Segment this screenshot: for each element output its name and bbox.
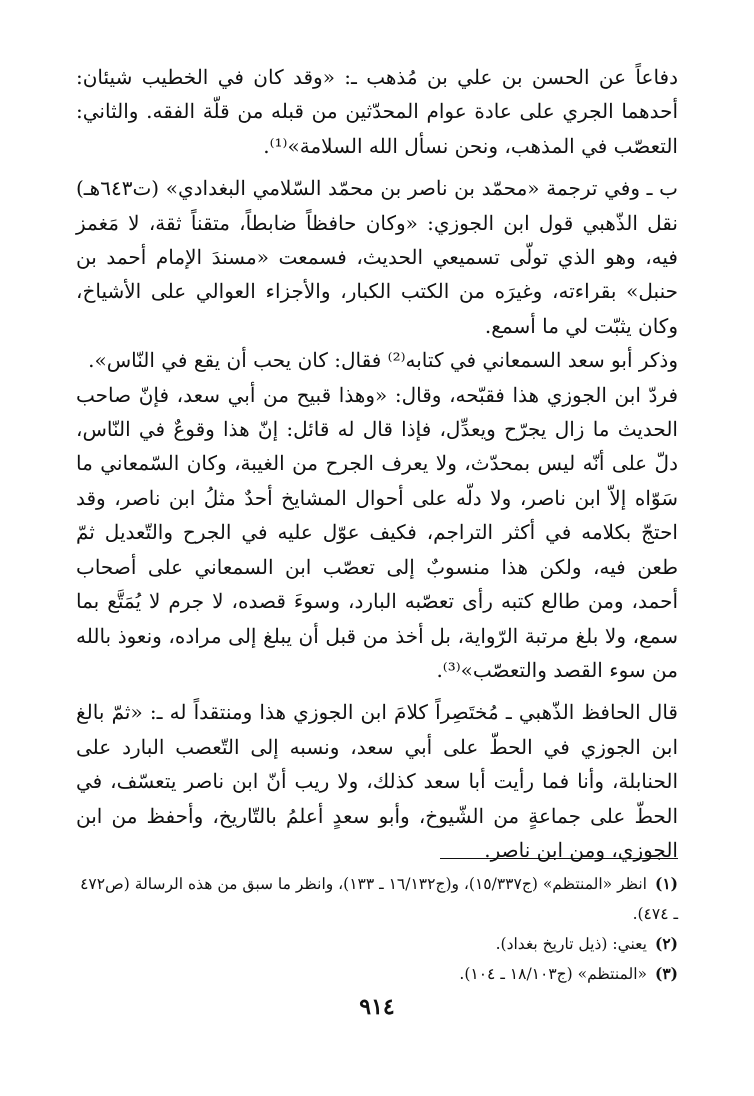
footnote-number: (١): [654, 874, 678, 893]
footnotes: [76, 858, 678, 989]
paragraph: قال الحافظ الذّهبي ـ مُختَصِراً كلامَ ابن الجوزي هذا ومنتقداً له ـ: «ثمّ بالغ ابن الجوزي في الحطّ على أبي سعد، ونسبه إلى التّعصب البارد على الحنابلة، وأنا فما رأيت أبا سعد كذلك، ولا ريب أنّ ابن ناصر يتعسّف، في الحطّ على جماعةٍ من الشّيوخ، وأبو سعدٍ أعلمُ بالتّاريخ، وأحفظ من ابن الجوزي، ومن ابن ناصر.: [76, 700, 678, 862]
footnote-text: يعني: (ذيل تاريخ بغداد).: [495, 935, 647, 953]
footnote-number: (٢): [654, 934, 678, 953]
footnote: [76, 869, 678, 929]
footnote-number: (٣): [654, 964, 678, 983]
paragraph: فردّ ابن الجوزي هذا فقبّحه، وقال: «وهذا قبيح من أبي سعد، فإنّ صاحب الحديث ما زال يجرّح ويعدِّل، فإذا قال له قائل: إنّ هذا وقوعٌ في النّاس، دلّ على أنّه ليس بمحدّث، ولا يعرف الجرح من الغيبة، وكان السّمعاني ما سَوّاه إلاّ ابن ناصر، ولا دلّه على أحوال المشايخ أحدٌ مثلُ ابن ناصر، وقد احتجّ بكلامه في أكثر التراجم، فكيف عوّل عليه في الجرح والتّعديل ثمّ طعن فيه، ولكن هذا منسوبٌ إلى تعصّب ابن السمعاني على أصحاب أحمد، ومن طالع كتبه رأى تعصّبه البارد، وسوءَ قصده، لا جرم لا يُمَتَّع بما سمع، ولا بلغ مرتبة الرّواية، بل أخذ من قبل أن يبلغ إلى مراده، ونعوذ بالله من سوء القصد والتعصّب»⁽³⁾.: [76, 382, 678, 682]
paragraph: وذكر أبو سعد السمعاني في كتابه⁽²⁾ فقال: كان يحب أن يقع في النّاس».: [88, 348, 678, 373]
paragraph: دفاعاً عن الحسن بن علي بن مُذهب ـ: «وقد كان في الخطيب شيئان: أحدهما الجري على عادة عوام المحدّثين من قبله من قلّة الفقه. والثاني: التعصّب في المذهب، ونحن نسأل الله السلامة»⁽¹⁾.: [76, 65, 678, 158]
footnote: [76, 929, 678, 959]
main-text: [76, 60, 678, 867]
page-number: ٩١٤: [359, 994, 395, 1020]
paragraph: ب ـ وفي ترجمة «محمّد بن ناصر بن محمّد السّلامي البغدادي» (ت٦٤٣هـ) نقل الذّهبي قول ابن الجوزي: «وكان حافظاً ضابطاً، متقناً ثقة، لا مَغمز فيه، وهو الذي تولّى تسميعي الحديث، فسمعت «مسندَ الإمام أحمد بن حنبل» بقراءته، وغيرَه من الكتب الكبار، والأجزاء العوالي على الأشياخ، وكان يثبّت لي ما أسمع.: [76, 176, 678, 338]
footnote-text: انظر «المنتظم» (ج١٥/٣٣٧)، و(ج١٦/١٣٢ ـ ١٣٣)، وانظر ما سبق من هذه الرسالة (ص٤٧٢ ـ ٤٧٤).: [80, 875, 678, 923]
footnote-text: «المنتظم» (ج١٨/١٠٣ ـ ١٠٤).: [459, 965, 647, 983]
footnote: [76, 959, 678, 989]
